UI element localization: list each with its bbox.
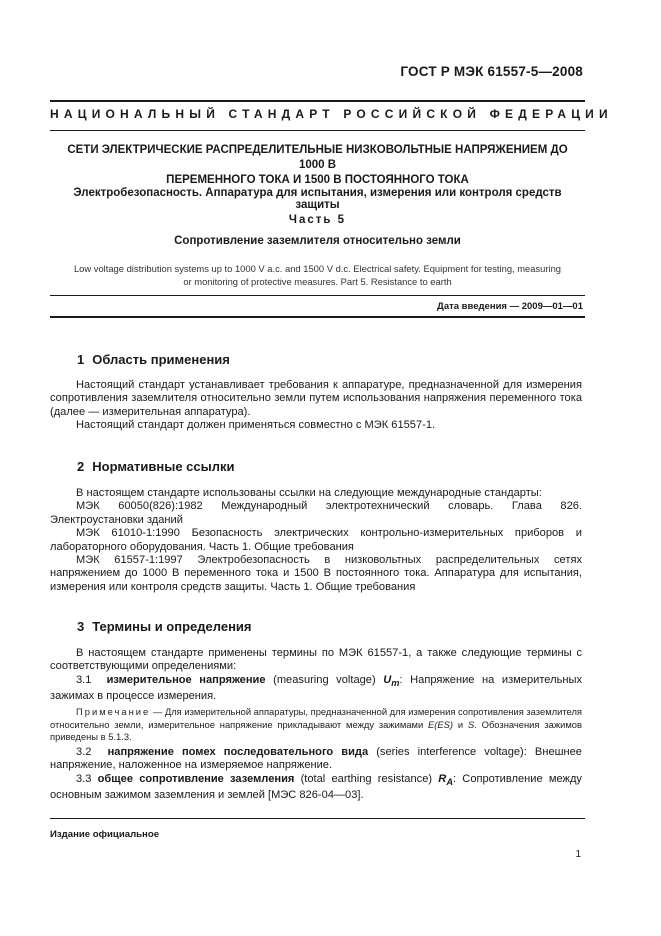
official-edition-label: Издание официальное	[50, 829, 160, 840]
section-number: 2	[77, 459, 85, 474]
term-english: (series interference voltage)	[376, 746, 524, 758]
english-title: Low voltage distribution systems up to 1000 V a.c. and 1500 V d.c. Electrical safety. Equipment for testing, measuring or monitoring of protective measures. Part 5. Resistance to earth	[73, 263, 562, 287]
paragraph: В настоящем стандарте использованы ссылки на следующие международные стандарты:	[76, 487, 542, 499]
term-english: (total earthing resistance)	[300, 772, 433, 785]
date-rule-bottom	[50, 316, 585, 318]
paragraph: В настоящем стандарте применены термины по МЭК 61557-1, а также следующие термины с соответствующими определениями:	[50, 647, 582, 673]
page-number: 1	[575, 849, 581, 860]
date-rule-top	[50, 295, 585, 296]
section-1-heading	[77, 352, 230, 367]
paragraph: Настоящий стандарт должен применяться совместно с МЭК 61557-1.	[76, 419, 436, 432]
standard-code: ГОСТ Р МЭК 61557-5—2008	[400, 64, 583, 79]
reference-item: МЭК 61557-1:1997 Электробезопасность в низковольтных распределительных сетях напряжением до 1000 В переменного тока и 1500 В постоянного тока. Аппаратура для испытания, измерения или контроля средств защиты. Часть 1. Общие требования	[50, 554, 582, 593]
header-rule-bottom	[50, 130, 585, 131]
part-label: Часть 5	[288, 214, 347, 226]
section-title: Нормативные ссылки	[92, 459, 235, 474]
term-name: измерительное напряжение	[106, 673, 266, 686]
header-rule-top	[50, 100, 585, 102]
section-3-terms	[50, 746, 582, 803]
introduction-date: Дата введения — 2009—01—01	[437, 301, 583, 312]
paragraph: Настоящий стандарт устанавливает требования к аппаратуре, предназначенной для измерения сопротивления заземлителя относительно земли путем использования напряжения переменного тока (далее — измерительная аппаратура).	[50, 379, 582, 418]
section-title: Область применения	[92, 352, 230, 367]
main-title-line-1: СЕТИ ЭЛЕКТРИЧЕСКИЕ РАСПРЕДЕЛИТЕЛЬНЫЕ НИЗКОВОЛЬТНЫЕ НАПРЯЖЕНИЕМ ДО 1000 В	[67, 144, 568, 171]
part-title: Сопротивление заземлителя относительно земли	[174, 235, 461, 247]
section-2-heading	[77, 459, 234, 474]
section-2-body	[50, 487, 582, 594]
section-1-body	[50, 379, 582, 433]
section-number: 3	[77, 619, 85, 634]
section-title: Термины и определения	[92, 619, 252, 634]
reference-item: МЭК 60050(826):1982 Международный электротехнический словарь. Глава 826. Электроустановки зданий	[50, 500, 582, 526]
term-3-2: 3.2 напряжение помех последовательного вида (series interference voltage): Внешнее напряжение, наложенное на измеряемое напряжение.	[50, 746, 582, 772]
section-3-intro	[50, 647, 582, 704]
term-english: (measuring voltage)	[273, 673, 376, 686]
main-title	[60, 143, 575, 188]
subtitle: Электробезопасность. Аппаратура для испытания, измерения или контроля средств защиты	[73, 187, 562, 211]
term-symbol: U	[383, 673, 392, 686]
term-3-3: 3.3 общее сопротивление заземления (total earthing resistance) $R_A$: Сопротивление между основным зажимом заземления и землей [МЭС 826-04—03].	[50, 772, 582, 802]
footer-rule	[50, 818, 585, 819]
section-3-heading	[77, 619, 252, 634]
note-block: Примечание — Для измерительной аппаратуры, предназначенной для измерения сопротивления заземлителя относительно земли, измерительное напряжение прикладывают между зажимами E(ES) и S. Обозначения зажимов приведены в 5.1.3.	[50, 706, 582, 743]
term-name: общее сопротивление заземления	[97, 772, 295, 785]
note-label: Примечание	[76, 706, 151, 717]
term-3-1: 3.1 измерительное напряжение (measuring voltage) $U_m$: Напряжение на измерительных зажимах в процессе измерения.	[50, 673, 582, 703]
term-symbol: R	[438, 772, 447, 785]
section-number: 1	[77, 352, 85, 367]
term-definition: : Сопротивление между основным зажимом заземления и землей [МЭС 826-04—03].	[50, 772, 582, 802]
reference-item: МЭК 61010-1:1990 Безопасность электрических контрольно-измерительных приборов и лабораторного оборудования. Часть 1. Общие требования	[50, 527, 582, 553]
term-definition: : Внешнее напряжение, наложенное на измеряемое напряжение.	[50, 746, 582, 772]
term-name: напряжение помех последовательного вида	[107, 746, 369, 758]
main-title-line-2: ПЕРЕМЕННОГО ТОКА И 1500 В ПОСТОЯННОГО ТОКА	[166, 174, 469, 186]
national-standard-banner: НАЦИОНАЛЬНЫЙ СТАНДАРТ РОССИЙСКОЙ ФЕДЕРАЦИИ	[50, 107, 613, 121]
term-definition: : Напряжение на измерительных зажимах в процессе измерения.	[50, 673, 582, 703]
